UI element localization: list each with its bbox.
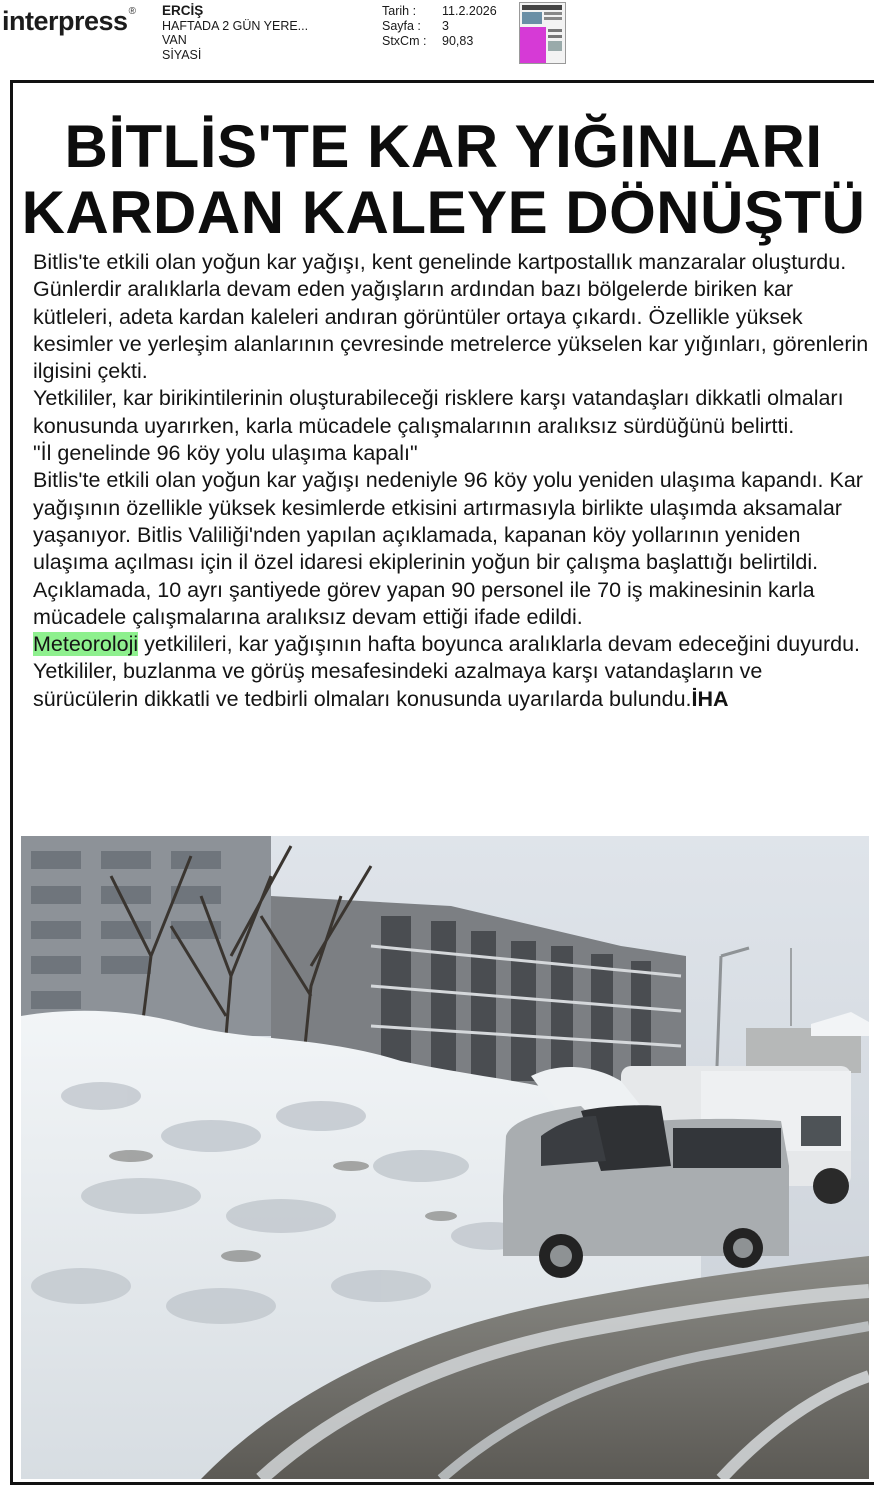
paragraph-3: Yetkililer, kar birikintilerinin oluşturabileceği risklere karşı vatandaşları dikkatli olmaları konusunda uyarırken, karla mücadele çalışmalarının aralıksız sürdüğünü belirtti. [33,386,844,438]
stxcm-row [382,34,497,49]
page-label: Sayfa : [382,19,421,33]
publication-frequency: HAFTADA 2 GÜN YERE... [162,18,309,33]
paragraph-6 [33,631,873,713]
date-label: Tarih : [382,4,417,18]
date-row [382,4,497,19]
paragraph-5: Bitlis'te etkili olan yoğun kar yağışı nedeniyle 96 köy yolu yeniden ulaşıma kapandı. Kar yağışının özellikle yüksek kesimlerde etkisini artırmasıyla birlikte ulaşımda aksamalar yaşanıyor. Bitlis Valiliği'nden yapılan açıklamada, kapanan köy yollarının yeniden ulaşıma açılması için il özel idaresi ekiplerinin yoğun bir çalışma başlattığı belirtildi. Açıklamada, 10 ayrı şantiyede görev yapan 90 personel ile 70 iş makinesinin karla mücadele çalışmalarına aralıksız devam ettiği ifade edildi. [33,468,863,629]
news-agency: İHA [691,686,729,711]
clipping-header [0,0,875,80]
publication-city: VAN [162,33,187,47]
paragraph-4-subhead: "İl genelinde 96 köy yolu ulaşıma kapalı" [33,441,418,466]
stxcm-label: StxCm : [382,34,427,48]
headline-line-1: BİTLİS'TE KAR YIĞINLARI [64,113,823,180]
article-photo [21,836,869,1479]
registered-mark: ® [128,6,136,17]
paragraph-6-text: yetkilileri, kar yağışının hafta boyunca aralıklarla devam edeceğini duyurdu. Yetkililer, buzlanma ve görüş mesafesindeki azalmaya karşı vatandaşların ve sürücülerin dikkatli ve tedbirli olmaları konusunda uyarılarda bulundu. [33,632,861,711]
publication-category: SİYASİ [162,47,202,62]
page-thumbnail[interactable] [519,2,566,64]
page-row [382,19,497,34]
paragraph-1: Bitlis'te etkili olan yoğun kar yağışı, kent genelinde kartpostallık manzaralar oluşturdu. [33,250,847,274]
publication-info [162,4,308,62]
headline-line-2: KARDAN KALEYE DÖNÜŞTÜ [21,179,866,246]
date-value: 11.2.2026 [442,4,497,18]
stxcm-value: 90,83 [442,34,474,48]
clipping-meta [382,4,497,49]
article-headline [12,114,875,246]
highlighted-keyword: Meteoroloji [33,632,139,657]
article-body [33,249,873,713]
interpress-logo: interpress® [2,6,136,36]
paragraph-2: Günlerdir aralıklarla devam eden yağışların ardından bazı bölgelerde biriken kar kütleleri, adeta kardan kaleleri andıran görüntüler ortaya çıkardı. Özellikle yüksek kesimler ve yerleşim alanlarının çevresinde metrelerce yükselen kar yığınları, görenlerin ilgisini çekti. [33,277,869,384]
publication-name: ERCİŞ [162,3,204,18]
page-value: 3 [442,19,449,33]
